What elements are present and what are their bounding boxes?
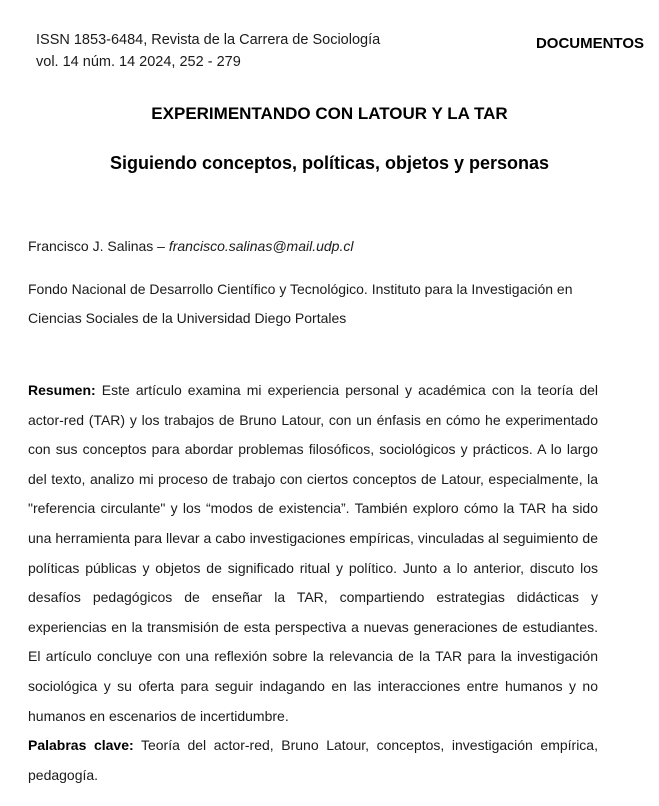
keywords-paragraph xyxy=(28,731,598,790)
keywords-label: Palabras clave: xyxy=(28,737,134,754)
affiliation-line-2: Ciencias Sociales de la Universidad Diego Portales xyxy=(28,310,347,326)
affiliation xyxy=(28,275,628,333)
abstract-text: Este artículo examina mi experiencia personal y académica con la teoría del actor-red (TAR) y los trabajos de Bruno Latour, con un énfasis en cómo he experimentado con sus conceptos para abordar problemas filosóficos, sociológicos y prácticos. A lo largo del texto, analizo mi proceso de trabajo con ciertos conceptos de Latour, especialmente, la "referencia circulante" y los “modos de existencia”. También exploro cómo la TAR ha sido una herramienta para llevar a cabo investigaciones empíricas, vinculadas al seguimiento de políticas públicas y objetos de significado ritual y político. Junto a lo anterior, discuto los desafíos pedagógicos de enseñar la TAR, compartiendo estrategias didácticas y experiencias en la transmisión de esta perspectiva a nuevas generaciones de estudiantes. El artículo concluye con una reflexión sobre la relevancia de la TAR para la investigación sociológica y su oferta para seguir indagando en las interacciones entre humanos y no humanos en escenarios de incertidumbre. xyxy=(28,382,598,724)
affiliation-line-1: Fondo Nacional de Desarrollo Científico y Tecnológico. Instituto para la Investigación en xyxy=(28,281,573,297)
abstract-paragraph xyxy=(28,376,598,731)
article-title: EXPERIMENTANDO CON LATOUR Y LA TAR xyxy=(151,104,508,123)
journal-volume-line: vol. 14 núm. 14 2024, 252 - 279 xyxy=(36,54,241,70)
article-subtitle: Siguiendo conceptos, políticas, objetos y personas xyxy=(109,153,550,173)
keywords-text: Teoría del actor-red, Bruno Latour, conceptos, investigación empírica, pedagogía. xyxy=(28,737,598,783)
abstract-label: Resumen: xyxy=(28,382,96,398)
section-label: DOCUMENTOS xyxy=(535,35,644,52)
abstract-block xyxy=(28,376,598,790)
author-email[interactable]: francisco.salinas@mail.udp.cl xyxy=(168,238,354,254)
journal-issn-line: ISSN 1853-6484, Revista de la Carrera de Sociología xyxy=(36,32,381,48)
author-name: Francisco J. Salinas – xyxy=(28,238,169,254)
author-line xyxy=(28,238,353,254)
